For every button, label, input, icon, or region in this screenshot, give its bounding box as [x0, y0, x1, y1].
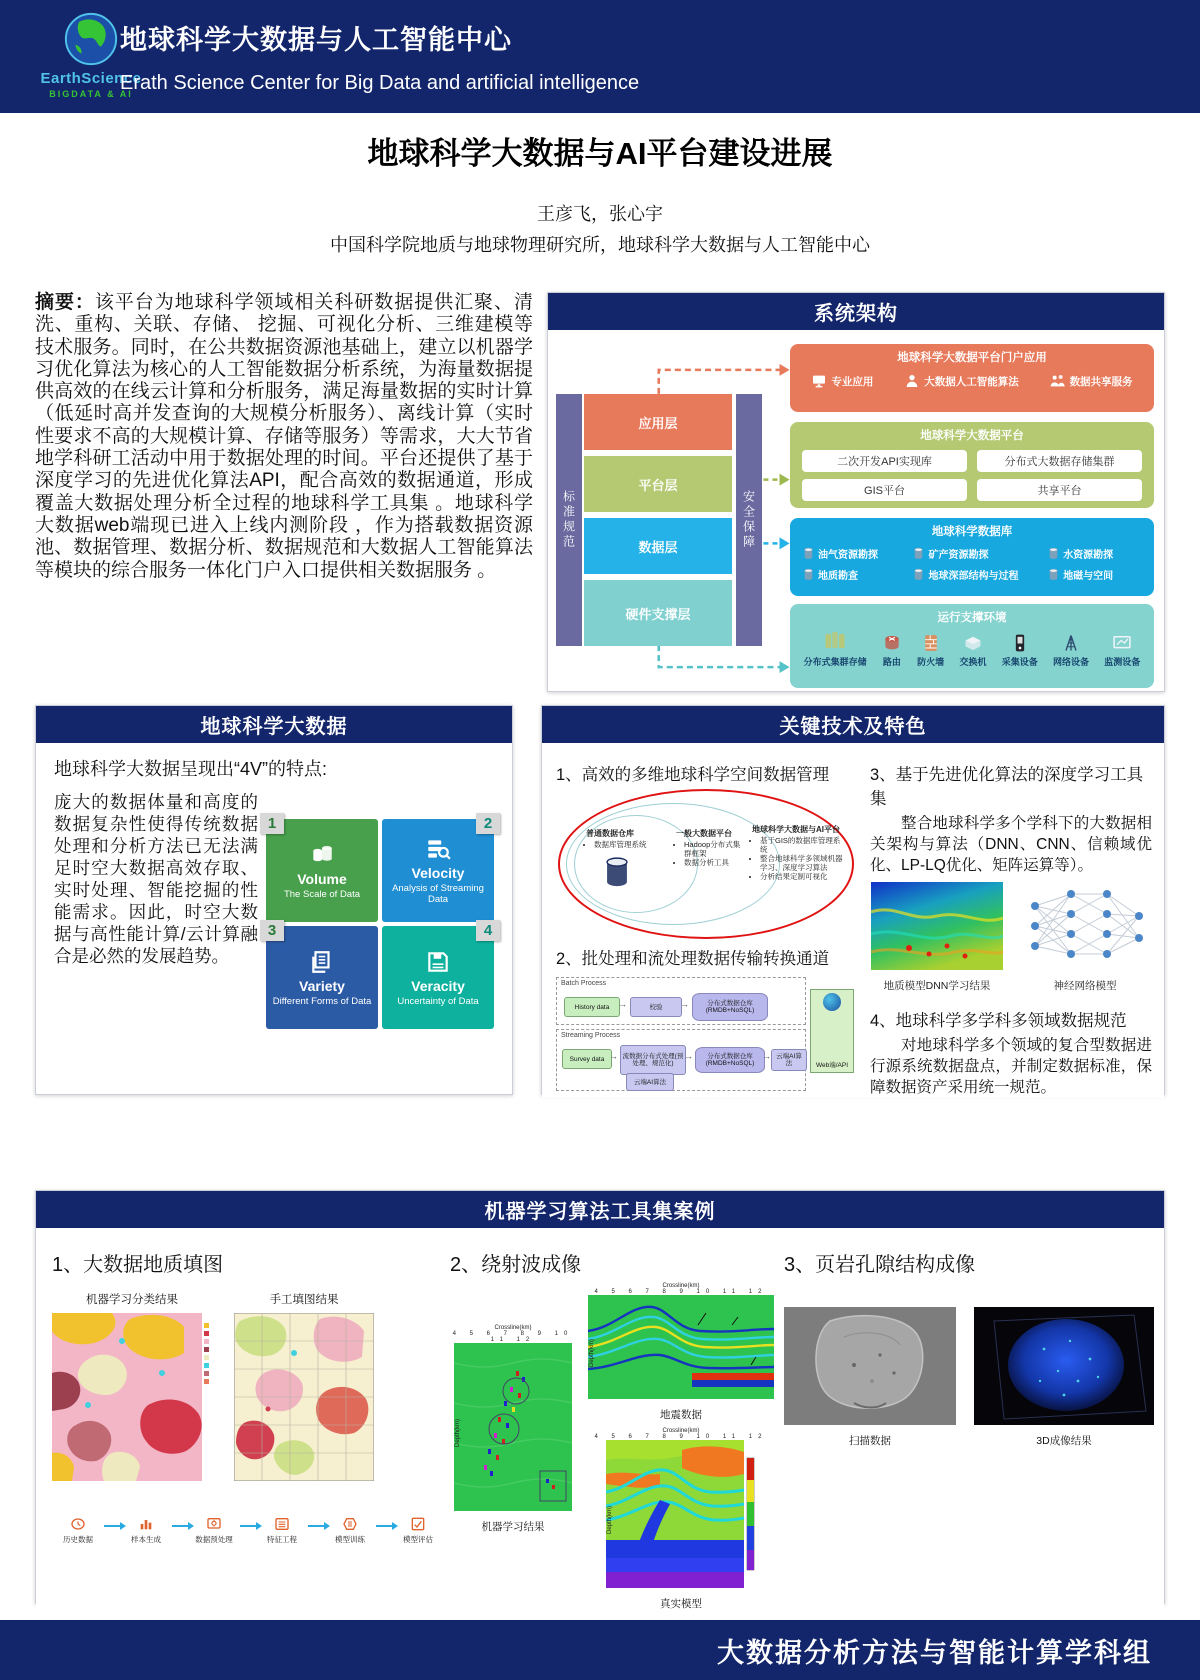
workflow-step: 数据预处理 — [192, 1516, 236, 1545]
tech-heading-1: 1、高效的多维地球科学空间数据管理 — [556, 766, 830, 784]
manual-map-figure — [234, 1291, 374, 1486]
database-icon — [912, 547, 925, 560]
database-icon — [1047, 568, 1060, 581]
ml-workflow — [56, 1516, 440, 1545]
abstract-paragraph — [35, 292, 533, 692]
tech-heading-2: 2、批处理和流处理数据传输转换通道 — [556, 950, 830, 968]
batch-warehouse-node: 分布式数据仓库(RMDB+NoSQL) — [692, 993, 768, 1021]
stream-process-node: 流数据分布式处理(预处理、规范化) — [620, 1045, 686, 1075]
runtime-item: 交换机 — [959, 633, 986, 668]
key-tech-panel-title: 关键技术及特色 — [542, 706, 1164, 743]
layer-hardware: 硬件支撑层 — [584, 580, 732, 646]
people-icon — [1050, 373, 1066, 389]
stream-warehouse-node: 分布式数据仓库(RMDB+NoSQL) — [695, 1047, 765, 1073]
case-diffraction-imaging — [450, 1236, 774, 1617]
four-v-diagram — [266, 815, 494, 1029]
true-model-image — [606, 1440, 756, 1588]
pore-3d-figure — [974, 1307, 1154, 1454]
database-icon — [802, 568, 815, 581]
footer-group-name: 大数据分析方法与智能计算学科组 — [717, 1637, 1152, 1668]
platform-title: 地球科学大数据平台 — [920, 430, 1024, 442]
database-title: 地球科学数据库 — [931, 526, 1013, 538]
ml-map-caption: 机器学习分类结果 — [86, 1294, 178, 1306]
runtime-item: 采集设备 — [1002, 633, 1038, 668]
warehouse-db-icon — [600, 855, 634, 889]
monitoring-device-icon — [1112, 633, 1132, 653]
database-item: 地磁与空间 — [1047, 567, 1144, 582]
workflow-arrow-icon — [104, 1525, 120, 1527]
workflow-arrow-icon — [376, 1525, 392, 1527]
tech-left-column — [556, 755, 856, 1098]
bigdata-intro: 地球科学大数据呈现出“4V”的特点: — [54, 759, 328, 779]
firewall-icon — [921, 633, 941, 653]
cloud-ai-node: 云端AI算法 — [771, 1049, 807, 1071]
footer-banner — [0, 1620, 1200, 1680]
cloud-ai-node-2: 云端AI算法 — [626, 1073, 674, 1091]
stream-box: Streaming Process — [556, 1029, 806, 1091]
antenna-icon — [1061, 633, 1081, 653]
case3-heading: 3、页岩孔隙结构成像 — [784, 1254, 976, 1276]
dnn-result-figure — [871, 882, 1003, 993]
row-bigdata-tech — [35, 705, 1165, 1095]
model-eval-icon — [410, 1516, 426, 1532]
abstract-text: 该平台为地球科学领域相关科研数据提供汇聚、清洗、重构、关联、存储、 挖掘、可视化分析、三维建模等技术服务。同时，在公共数据资源池基础上，建立以机器学习优化算法为核心的人工智能数据分析系统，为海量数据提供高效的在线云计算和分析服务，满足海量数据的实时计算（低延时高并发查询的大规模分析服务）、离线计算（实时性要求不高的大规模计算、存储等服务）等需求，大大节省地学科研工活动中用于数据处理的时间。平台还提供了基于深度学习的先进优化算法API，配合高效的数据通道，形成覆盖大数据处理分析全过程的地球科学工具集 。地球科学大数据web端现已进入上线内测阶段 ，作为搭载数据资源池、数据管理、数据分析、数据规范和大数据人工智能算法等模块的综合服务一体化门户入口提供相关数据服务 。 — [35, 292, 533, 581]
cluster-storage-icon — [823, 629, 847, 653]
workflow-arrow-icon — [308, 1525, 324, 1527]
case-geomapping — [52, 1236, 440, 1617]
true-model-figure: Crossline(km) 4 5 6 7 8 9 10 11 12 Depth(km) 真实模型 — [588, 1428, 774, 1611]
runtime-item: 防火墙 — [917, 633, 944, 668]
ml-result-figure: Crossline(km) 4 5 6 7 8 9 10 11 12 Depth(km) 机器学习结果 — [450, 1325, 576, 1617]
dnn-caption: 地质模型DNN学习结果 — [883, 980, 991, 992]
case2-heading: 2、绕射波成像 — [450, 1254, 582, 1276]
v-number-badge: 3 — [260, 920, 284, 941]
runtime-item: 路由 — [882, 633, 902, 668]
documents-icon — [309, 949, 335, 975]
platform-item: 二次开发API实现库 — [802, 450, 967, 472]
architecture-panel-title: 系统架构 — [548, 293, 1164, 330]
batch-stream-flow-diagram: Batch Process History data → 校验 → 分布式数据仓库(RMDB+NoSQL) Web端/API Streaming Process Survey data → 流数据分布式处理(预处理、规范化) → 分布式数据仓库(RMDB+NoSQL) → 云端AI算法 云端AI算法 — [556, 973, 856, 1091]
workflow-step: 样本生成 — [124, 1516, 168, 1545]
layer-data: 数据层 — [584, 518, 732, 574]
venn-col-warehouse: 普通数据仓库 • 数据库管理系统 — [586, 829, 664, 889]
history-data-icon — [70, 1516, 86, 1532]
validate-node: 校验 — [630, 997, 682, 1017]
venn-col-generic: 一般大数据平台 • Hadoop分布式集群框架 • 数据分析工具 — [676, 829, 742, 867]
database-icon — [802, 547, 815, 560]
tech-text-4: 对地球科学多个领域的复合型数据进行源系统数据盘点，并制定数据标准，保障数据资产采用统一规范。 — [870, 1037, 1152, 1096]
true-model-caption: 真实模型 — [660, 1598, 702, 1610]
venn-col-geo-ai: 地球科学大数据与AI平台 • 基于GIS的数据库管理系统 • 整合地球科学多领域机器学习、深度学习算法 • 分析结果定制可视化 — [752, 825, 844, 881]
architecture-diagram — [548, 330, 1164, 691]
data-platform-venn — [558, 789, 854, 939]
tech-heading-4: 4、地球科学多学科多领域数据规范 — [870, 1012, 1127, 1030]
bigdata-panel — [35, 705, 513, 1095]
bigdata-panel-title: 地球科学大数据 — [36, 706, 512, 743]
workflow-step: 历史数据 — [56, 1516, 100, 1545]
survey-data-node: Survey data — [562, 1049, 612, 1069]
database-icon — [912, 568, 925, 581]
nn-caption: 神经网络模型 — [1053, 980, 1117, 992]
v-velocity: 2 Velocity Analysis of Streaming Data — [382, 819, 494, 922]
tech-heading-3: 3、基于先进优化算法的深度学习工具集 — [870, 766, 1144, 808]
runtime-item: 网络设备 — [1053, 633, 1089, 668]
platform-box — [790, 422, 1154, 508]
scan-figure — [784, 1307, 956, 1454]
database-item: 地质勘查 — [802, 567, 908, 582]
collector-device-icon — [1010, 633, 1030, 653]
abstract-label: 摘要： — [35, 292, 95, 313]
ml-map-figure — [52, 1291, 212, 1486]
person-icon — [904, 373, 920, 389]
case-shale-pore-imaging — [784, 1236, 1154, 1617]
row-abstract-architecture — [35, 292, 1165, 692]
v-number-badge: 2 — [476, 813, 500, 834]
database-item: 水资源勘探 — [1047, 546, 1144, 561]
dnn-result-image — [871, 882, 1003, 970]
portal-box — [790, 344, 1154, 412]
manual-geology-map-image — [234, 1313, 374, 1481]
preprocess-icon — [206, 1516, 222, 1532]
switch-icon — [963, 633, 983, 653]
workflow-step: 模型评估 — [396, 1516, 440, 1545]
nn-model-image — [1019, 882, 1151, 970]
layer-platform: 平台层 — [584, 456, 732, 512]
database-box — [790, 518, 1154, 596]
scan-caption: 扫描数据 — [849, 1435, 891, 1447]
globe-logo-icon — [62, 10, 120, 68]
portal-item: 专业应用 — [811, 373, 873, 389]
cases-panel — [35, 1190, 1165, 1610]
workflow-step: 特征工程 — [260, 1516, 304, 1545]
v-number-badge: 1 — [260, 813, 284, 834]
key-tech-panel — [541, 705, 1165, 1095]
v-variety: 3 Variety Different Forms of Data — [266, 926, 378, 1029]
logo-wordmark: EarthScience — [40, 70, 142, 87]
cases-panel-title: 机器学习算法工具集案例 — [36, 1191, 1164, 1228]
platform-item: 共享平台 — [977, 479, 1142, 501]
center-name-en: Erath Science Center for Big Data and artificial intelligence — [120, 72, 640, 94]
history-data-node: History data — [564, 997, 620, 1017]
seismic-data-figure: Crossline(km) 4 5 6 7 8 9 10 11 12 Depth(km) 地震数据 — [588, 1283, 774, 1422]
ml-result-caption: 机器学习结果 — [481, 1521, 545, 1533]
portal-title: 地球科学大数据平台门户应用 — [897, 352, 1047, 364]
database-item: 地球深部结构与过程 — [912, 567, 1043, 582]
portal-item: 数据共享服务 — [1050, 373, 1133, 389]
pore-3d-image — [974, 1307, 1154, 1425]
v-volume: 1 Volume The Scale of Data — [266, 819, 378, 922]
db-search-icon — [425, 836, 451, 862]
earthscience-mini-logo — [823, 993, 841, 1011]
architecture-panel — [547, 292, 1165, 692]
web-api-node: Web端/API — [810, 989, 854, 1073]
runtime-item: 监测设备 — [1104, 633, 1140, 668]
feature-eng-icon — [274, 1516, 290, 1532]
runtime-box — [790, 604, 1154, 688]
layer-application: 应用层 — [584, 394, 732, 450]
nn-model-figure — [1019, 882, 1151, 993]
v-veracity: 4 Veracity Uncertainty of Data — [382, 926, 494, 1029]
seismic-data-image — [588, 1295, 774, 1399]
poster-title: 地球科学大数据与AI平台建设进展 — [367, 136, 833, 171]
database-stack-icon — [309, 842, 335, 868]
workflow-step: 模型训练 — [328, 1516, 372, 1545]
monitor-icon — [811, 373, 827, 389]
workflow-arrow-icon — [240, 1525, 256, 1527]
ml-result-image — [454, 1343, 572, 1511]
batch-box: Batch Process — [556, 977, 806, 1025]
logo-tagline: BIGDATA & AI — [49, 89, 133, 99]
database-icon — [1047, 547, 1060, 560]
database-item: 矿产资源勘探 — [912, 546, 1043, 561]
platform-item: 分布式大数据存储集群 — [977, 450, 1142, 472]
portal-item: 大数据人工智能算法 — [904, 373, 1019, 389]
tech-text-3: 整合地球科学多个学科下的大数据相关架构与算法（DNN、CNN、信赖域优化、LP-LQ优化、矩阵运算等）。 — [870, 815, 1152, 874]
runtime-item: 分布式集群存储 — [804, 629, 867, 668]
manual-map-caption: 手工填图结果 — [269, 1294, 339, 1306]
ct-scan-image — [784, 1307, 956, 1425]
pore-3d-caption: 3D成像结果 — [1036, 1435, 1092, 1447]
case1-heading: 1、大数据地质填图 — [52, 1254, 224, 1276]
sample-gen-icon — [138, 1516, 154, 1532]
affiliation: 中国科学院地质与地球物理研究所，地球科学大数据与人工智能中心 — [330, 235, 870, 255]
router-icon — [882, 633, 902, 653]
tech-right-column — [870, 755, 1152, 1098]
v-number-badge: 4 — [476, 920, 500, 941]
database-item: 油气资源勘探 — [802, 546, 908, 561]
security-bar: 安全保障 — [736, 394, 762, 646]
ml-geology-map-image — [52, 1313, 212, 1481]
center-name-cn: 地球科学大数据与人工智能中心 — [120, 25, 512, 55]
disk-icon — [425, 949, 451, 975]
header-banner — [0, 0, 1200, 113]
seismic-data-caption: 地震数据 — [660, 1409, 702, 1421]
workflow-arrow-icon — [172, 1525, 188, 1527]
authors: 王彦飞，张心宇 — [537, 204, 663, 224]
runtime-title: 运行支撑环境 — [937, 612, 1007, 624]
standards-bar: 标准规范 — [556, 394, 582, 646]
model-train-icon — [342, 1516, 358, 1532]
platform-item: GIS平台 — [802, 479, 967, 501]
bigdata-body-text: 庞大的数据体量和高度的数据复杂性使得传统数据处理和分析方法已无法满足时空大数据高效存取、实时处理、智能挖掘的性能需求。因此，时空大数据与高性能计算/云计算融合是必然的发展趋势。 — [54, 792, 258, 966]
